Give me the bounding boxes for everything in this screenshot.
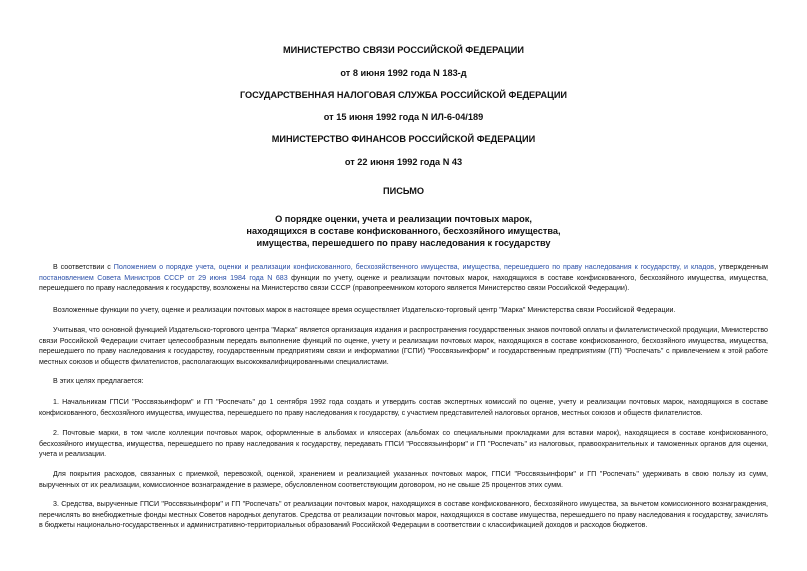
paragraph-1-suffix: функции по учету, оценке и реализации почтовых марок, находящихся в составе конфискованного, бесхозяйного имущества, имущества, перешедшего по праву наследования к государству, возложены на Министерство связи СССР (правопреемником которого является Министерство связи Российской Федерации). bbox=[39, 273, 768, 292]
document-type: ПИСЬМО bbox=[382, 186, 425, 196]
issuer-ministry-finance: МИНИСТЕРСТВО ФИНАНСОВ РОССИЙСКОЙ ФЕДЕРАЦИИ bbox=[271, 134, 536, 144]
regulation-link[interactable]: Положением о порядке учета, оценки и реализации конфискованного, бесхозяйственного имущества, имущества, перешедшего по праву наследования к государству, и кладов bbox=[113, 263, 715, 271]
subject-line-2: находящихся в составе конфискованного, бесхозяйного имущества, bbox=[246, 226, 561, 236]
paragraph-4: В этих целях предлагается: bbox=[53, 377, 144, 385]
paragraph-1-mid: , утвержденным bbox=[714, 263, 769, 271]
paragraph-1-prefix: В соответствии с bbox=[53, 263, 114, 271]
issuer-date-2: от 15 июня 1992 года N ИЛ-6-04/189 bbox=[323, 112, 484, 122]
issuer-date-3: от 22 июня 1992 года N 43 bbox=[344, 157, 463, 167]
issuer-date-1: от 8 июня 1992 года N 183-д bbox=[340, 68, 467, 78]
subject-line-1: О порядке оценки, учета и реализации почтовых марок, bbox=[275, 214, 532, 224]
issuer-ministry-communications: МИНИСТЕРСТВО СВЯЗИ РОССИЙСКОЙ ФЕДЕРАЦИИ bbox=[283, 45, 524, 55]
paragraph-2: Возложенные функции по учету, оценке и реализации почтовых марок в настоящее время осуществляет Издательско-торговый центр "Марка" Министерства связи Российской Федерации. bbox=[53, 306, 676, 314]
issuer-tax-service: ГОСУДАРСТВЕННАЯ НАЛОГОВАЯ СЛУЖБА РОССИЙСКОЙ ФЕДЕРАЦИИ bbox=[239, 90, 568, 100]
paragraph-3: Учитывая, что основной функцией Издательско-торгового центра "Марка" является организация издания и распространения государственных знаков почтовой оплаты и филателистической продукции, Министерство связи Российской Федерации считает целесообразным передать выполнение функций по оценке, учету и реализации почтовых марок, находящихся в составе конфискованного, бесхозяйного имущества, имущества, перешедшего по праву наследования к государству, государственным предприятиям связи и информатики (ГСПИ) "Россвязьинформ" и государственным предприятиям (ГП) "Роспечать" с привлечением к этой работе местных союзов и обществ филателистов, располагающих высококвалифицированными специалистами. bbox=[39, 326, 768, 366]
paragraph-5: 1. Начальникам ГПСИ "Россвязьинформ" и ГП "Роспечать" до 1 сентября 1992 года создать и утвердить состав экспертных комиссий по оценке, учету и реализации почтовых марок, находящихся в составе конфискованного, бесхозяйного имущества, имущества, перешедшего по праву наследования к государству, с участием представителей налоговых органов, местных союзов и обществ филателистов. bbox=[39, 398, 768, 417]
paragraph-7: Для покрытия расходов, связанных с приемкой, перевозкой, оценкой, хранением и реализацией указанных почтовых марок, ГПСИ "Россвязьинформ" и ГП "Роспечать" удерживать в свою пользу из сумм, вырученных от их реализации, комиссионное вознаграждение в размере, обусловленном соответствующим договором, но не свыше 25 процентов этих сумм. bbox=[39, 470, 768, 489]
paragraph-6: 2. Почтовые марки, в том числе коллекции почтовых марок, оформленные в альбомах и кляссерах (альбомах со специальными прокладками для вставки марок), находящиеся в составе конфискованного, бесхозяйного имущества, имущества, перешедшего по праву наследования к государству, передавать ГПСИ "Россвязьинформ" и ГП "Роспечать" из налоговых, правоохранительных и таможенных органов для оценки, учета и реализации. bbox=[39, 429, 768, 458]
resolution-link[interactable]: постановлением Совета Министров СССР от 29 июня 1984 года N 683 bbox=[39, 273, 288, 282]
subject-line-3: имущества, перешедшего по праву наследования к государству bbox=[256, 238, 551, 248]
paragraph-1 bbox=[39, 262, 768, 294]
paragraph-8: 3. Средства, вырученные ГПСИ "Россвязьинформ" и ГП "Роспечать" от реализации почтовых марок, находящихся в составе конфискованного, бесхозяйного имущества, за вычетом комиссионного вознаграждения, перечислять во внебюджетные фонды местных Советов народных депутатов. Средства от реализации почтовых марок, находящихся в составе имущества, перешедшего по праву наследования к государству, зачислять в бюджеты национально-государственных и административно-территориальных образований Российской Федерации в соответствии с классификацией доходов и расходов бюджетов. bbox=[39, 500, 768, 529]
